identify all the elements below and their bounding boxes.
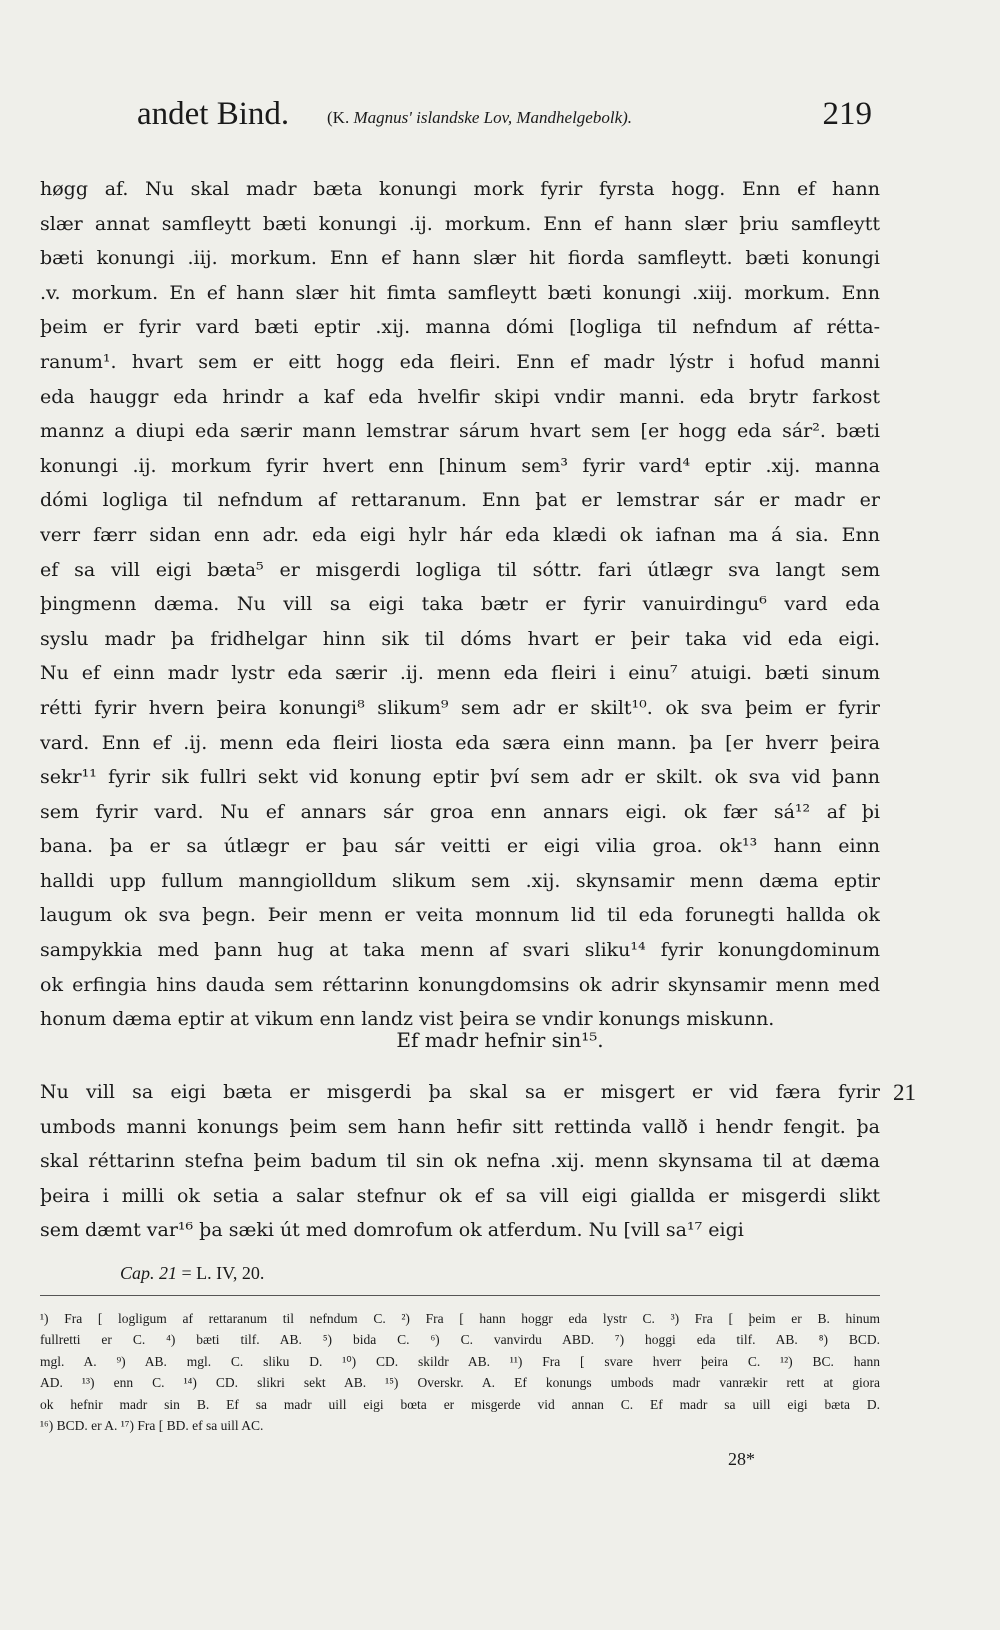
section-heading: Ef madr hefnir sin¹⁵. xyxy=(396,1028,604,1052)
chapter-line: skal réttarinn stefna þeim badum til sin ok nefna .xij. menn skynsama til at dæma xyxy=(40,1150,880,1173)
footnote-line: ok hefnir madr sin B. Ef sa madr uill eigi bœta er misgerde vid annan C. Ef madr sa uill eigi bæta D. xyxy=(40,1396,880,1412)
text-line: ok erfingia hins dauda sem réttarinn konungdomsins ok adrir skynsamir menn med xyxy=(40,973,880,996)
footnote-line: ¹⁶) BCD. er A. ¹⁷) Fra [ BD. ef sa uill AC. xyxy=(40,1417,264,1433)
text-line: laugum ok sva þegn. Þeir menn er veita monnum lid til eda forunegti hallda ok xyxy=(40,904,880,927)
volume-title: andet Bind. xyxy=(137,96,290,132)
cap-prefix: Cap. xyxy=(120,1263,155,1283)
text-line: syslu madr þa fridhelgar hinn sik til dóms hvart er þeir taka vid eda eigi. xyxy=(40,627,880,650)
text-line: eda hauggr eda hrindr a kaf eda hvelfir skipi vndir manni. eda brytr farkost xyxy=(40,385,880,408)
header-subtitle-italic: Magnus' islandske Lov, Mandhelgebolk). xyxy=(353,108,633,127)
text-line: Nu ef einn madr lystr eda særir .ij. menn eda fleiri i einu⁷ atuigi. bæti sinum xyxy=(40,662,880,685)
text-line: ef sa vill eigi bæta⁵ er misgerdi logliga til sóttr. fari útlægr sva langt sem xyxy=(40,558,880,581)
text-line: slær annat samfleytt bæti konungi .ij. morkum. Enn ef hann slær þriu samfleytt xyxy=(40,212,880,235)
cap-number: 21 xyxy=(159,1263,178,1283)
footnote-divider xyxy=(40,1295,880,1296)
text-line: bæti konungi .iij. morkum. Enn ef hann slær hit fiorda samfleytt. bæti konungi xyxy=(40,247,880,270)
text-line: rétti fyrir hvern þeira konungi⁸ slikum⁹ sem adr er skilt¹⁰. ok sva þeim er fyrir xyxy=(40,696,880,719)
text-line: bana. þa er sa útlægr er þau sár veitti er eigi vilia groa. ok¹³ hann einn xyxy=(40,835,880,858)
chapter-text xyxy=(40,1075,880,1248)
text-line: sekr¹¹ fyrir sik fullri sekt vid konung eptir því sem adr er skilt. ok sva vid þann xyxy=(40,766,880,789)
text-line: halldi upp fullum manngiolldum slikum sem .xij. skynsamir menn dæma eptir xyxy=(40,869,880,892)
running-header xyxy=(137,96,872,144)
cap-rest: = L. IV, 20. xyxy=(181,1263,265,1283)
header-subtitle xyxy=(327,108,632,128)
main-text xyxy=(40,172,880,1037)
chapter-line: sem dæmt var¹⁶ þa sæki út med domrofum ok atferdum. Nu [vill sa¹⁷ eigi xyxy=(40,1219,744,1242)
footnote-line: mgl. A. ⁹) AB. mgl. C. sliku D. ¹⁰) CD. skildr AB. ¹¹) Fra [ svare hverr þeira C. ¹²) BC. hann xyxy=(40,1353,880,1369)
page-number: 219 xyxy=(822,96,872,132)
text-line: verr færr sidan enn adr. eda eigi hylr hár eda klædi ok iafnan ma á sia. Enn xyxy=(40,523,880,546)
text-line: konungi .ij. morkum fyrir hvert enn [hinum sem³ fyrir vard⁴ eptir .xij. manna xyxy=(40,454,880,477)
text-line: honum dæma eptir at vikum enn landz vist þeira se vndir konungs miskunn. xyxy=(40,1008,775,1031)
text-line: høgg af. Nu skal madr bæta konungi mork fyrir fyrsta hogg. Enn ef hann xyxy=(40,178,880,200)
text-line: vard. Enn ef .ij. menn eda fleiri liosta eda særa einn mann. þa [er hverr þeira xyxy=(40,731,880,754)
text-line: sampykkia med þann hug at taka menn af svari sliku¹⁴ fyrir konungdominum xyxy=(40,939,880,962)
footnote-line: ¹) Fra [ logligum af rettaranum til nefndum C. ²) Fra [ hann hoggr eda lystr C. ³) Fra [ þeim er B. hinum xyxy=(40,1311,880,1326)
signature-mark: 28* xyxy=(728,1449,755,1469)
header-subtitle-prefix: (K. xyxy=(327,108,354,127)
footnote-line: fullretti er C. ⁴) bæti tilf. AB. ⁵) bida C. ⁶) C. vanvirdu ABD. ⁷) hoggi eda tilf. AB. ⁸) BCD. xyxy=(40,1332,880,1348)
text-line: þingmenn dæma. Nu vill sa eigi taka bætr er fyrir vanuirdingu⁶ vard eda xyxy=(40,593,880,616)
text-line: .v. morkum. En ef hann slær hit fimta samfleytt bæti konungi .xiij. morkum. Enn xyxy=(40,281,880,304)
chapter-line: Nu vill sa eigi bæta er misgerdi þa skal sa er misgert er vid færa fyrir xyxy=(40,1081,880,1103)
chapter-line: umbods manni konungs þeim sem hann hefir sitt rettinda vallð i hendr fengit. þa xyxy=(40,1115,880,1138)
margin-chapter-number: 21 xyxy=(893,1080,916,1105)
text-line: þeim er fyrir vard bæti eptir .xij. manna dómi [logliga til nefndum af rétta- xyxy=(40,316,880,339)
text-line: sem fyrir vard. Nu ef annars sár groa enn annars eigi. ok fær sá¹² af þi xyxy=(40,800,880,823)
text-line: dómi logliga til nefndum af rettaranum. Enn þat er lemstrar sár er madr er xyxy=(40,489,880,512)
text-line: mannz a diupi eda særir mann lemstrar sárum hvart sem [er hogg eda sár². bæti xyxy=(40,420,880,443)
chapter-reference xyxy=(120,1263,264,1284)
footnote-line: AD. ¹³) enn C. ¹⁴) CD. slikri sekt AB. ¹⁵) Overskr. A. Ef konungs umbods madr vanrækir rett at giora xyxy=(40,1375,880,1391)
text-line: ranum¹. hvart sem er eitt hogg eda fleiri. Enn ef madr lýstr i hofud manni xyxy=(40,350,880,373)
chapter-line: þeira i milli ok setia a salar stefnur ok ef sa vill eigi giallda er misgerdi slikt xyxy=(40,1184,880,1207)
footnotes xyxy=(40,1308,880,1436)
